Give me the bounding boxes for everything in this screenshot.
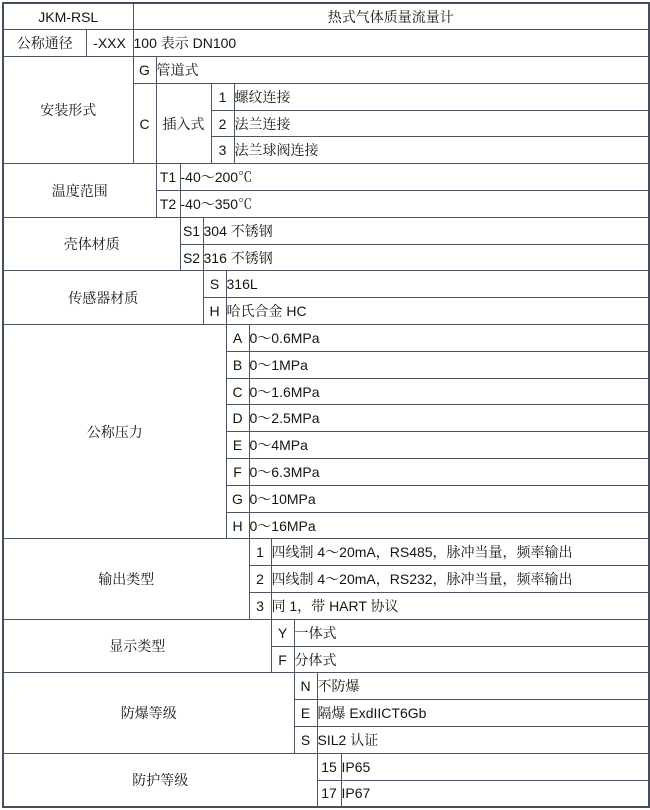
- option-code: -XXX: [86, 30, 133, 57]
- section-label-installation: 安装形式: [3, 57, 133, 164]
- product-title: 热式气体质量流量计: [133, 3, 649, 30]
- option-code: T1: [156, 164, 180, 191]
- option-desc: 同 1，带 HART 协议: [271, 593, 649, 620]
- table-row: [3, 325, 649, 352]
- option-code: G: [226, 485, 249, 512]
- option-desc: 一体式: [294, 619, 649, 646]
- table-row: [3, 619, 649, 646]
- option-code: 1: [249, 539, 271, 566]
- option-desc: 四线制 4～20mA，RS485，脉冲当量，频率输出: [271, 539, 649, 566]
- table-row: [3, 673, 649, 700]
- option-desc: 不防爆: [317, 673, 649, 700]
- option-desc: 管道式: [156, 57, 649, 84]
- option-desc: 法兰球阀连接: [234, 137, 649, 164]
- option-desc: 0～0.6MPa: [249, 325, 649, 352]
- table-row: [3, 3, 649, 30]
- table-row: [3, 164, 649, 191]
- option-desc: IP67: [341, 780, 649, 807]
- option-desc: 螺纹连接: [234, 83, 649, 110]
- option-code: F: [226, 459, 249, 486]
- option-desc: 法兰连接: [234, 110, 649, 137]
- option-code: 2: [249, 566, 271, 593]
- model-code: JKM-RSL: [3, 3, 133, 30]
- option-desc: 哈氏合金 HC: [226, 298, 649, 325]
- option-code: 15: [317, 753, 341, 780]
- section-label-display-type: 显示类型: [3, 619, 271, 673]
- option-code: A: [226, 325, 249, 352]
- option-code: 2: [211, 110, 234, 137]
- table-row: [3, 539, 649, 566]
- section-label-diameter: 公称通径: [3, 30, 86, 57]
- table-row: [3, 753, 649, 780]
- option-code: 3: [211, 137, 234, 164]
- option-code: D: [226, 405, 249, 432]
- option-code: 17: [317, 780, 341, 807]
- option-desc: 0～4MPa: [249, 432, 649, 459]
- option-code: N: [294, 673, 317, 700]
- option-desc: 隔爆 ExdIICT6Gb: [317, 700, 649, 727]
- option-desc: -40～200℃: [180, 164, 649, 191]
- table-row: [3, 217, 649, 244]
- option-desc: 304 不锈钢: [203, 217, 649, 244]
- option-code: S1: [180, 217, 203, 244]
- option-desc: 100 表示 DN100: [133, 30, 649, 57]
- option-desc: 316L: [226, 271, 649, 298]
- option-code: E: [226, 432, 249, 459]
- option-code: H: [226, 512, 249, 539]
- option-code: C: [133, 83, 156, 163]
- option-desc: SIL2 认证: [317, 727, 649, 754]
- section-label-output-type: 输出类型: [3, 539, 249, 619]
- option-code: T2: [156, 191, 180, 218]
- option-code: C: [226, 378, 249, 405]
- option-desc: 316 不锈钢: [203, 244, 649, 271]
- option-desc: -40～350℃: [180, 191, 649, 218]
- option-desc: 0～16MPa: [249, 512, 649, 539]
- option-code: 3: [249, 593, 271, 620]
- option-code: E: [294, 700, 317, 727]
- table-row: [3, 271, 649, 298]
- option-code: Y: [271, 619, 294, 646]
- option-desc: 0～1.6MPa: [249, 378, 649, 405]
- section-label-explosion-proof: 防爆等级: [3, 673, 294, 753]
- option-desc: 分体式: [294, 646, 649, 673]
- section-label-sensor-material: 传感器材质: [3, 271, 203, 325]
- table-row: [3, 30, 649, 57]
- option-code: B: [226, 351, 249, 378]
- option-desc: 0～1MPa: [249, 351, 649, 378]
- section-label-pressure: 公称压力: [3, 325, 226, 539]
- option-code: 1: [211, 83, 234, 110]
- option-code: F: [271, 646, 294, 673]
- option-code: S2: [180, 244, 203, 271]
- option-desc: 四线制 4～20mA，RS232，脉冲当量，频率输出: [271, 566, 649, 593]
- option-desc: 0～10MPa: [249, 485, 649, 512]
- option-code: S: [203, 271, 226, 298]
- option-desc: 0～2.5MPa: [249, 405, 649, 432]
- insert-type-label: 插入式: [156, 83, 211, 163]
- option-code: H: [203, 298, 226, 325]
- option-code: G: [133, 57, 156, 84]
- option-code: S: [294, 727, 317, 754]
- option-desc: 0～6.3MPa: [249, 459, 649, 486]
- section-label-temperature: 温度范围: [3, 164, 156, 218]
- table-row: [3, 57, 649, 84]
- section-label-housing-material: 壳体材质: [3, 217, 180, 271]
- section-label-protection-rating: 防护等级: [3, 753, 317, 807]
- selection-table: [2, 2, 650, 808]
- option-desc: IP65: [341, 753, 649, 780]
